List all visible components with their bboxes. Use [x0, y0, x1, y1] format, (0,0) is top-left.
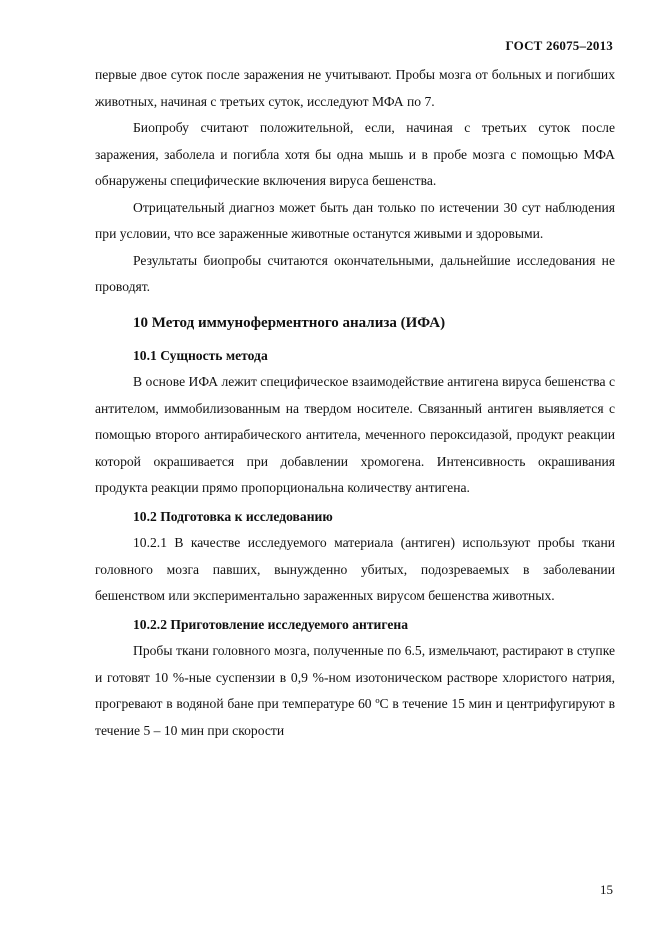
section-10-2-heading: 10.2 Подготовка к исследованию [133, 508, 333, 524]
document-body [95, 62, 615, 744]
section-10-1-text: В основе ИФА лежит специфическое взаимодействие антигена вируса бешенства с антителом, иммобилизованным на твердом носителе. Связанный антиген выявляется с помощью второго антирабического антитела, меченного пероксидазой, продукт реакции которой окрашивается при добавлении хромогена. Интенсивность окрашивания продукта реакции прямо пропорциональна количеству антигена. [95, 374, 615, 495]
section-10-1-heading: 10.1 Сущность метода [133, 347, 268, 363]
paragraph-negative-diagnosis: Отрицательный диагноз может быть дан только по истечении 30 сут наблюдения при условии, что все зараженные животные останутся живыми и здоровыми. [95, 199, 615, 241]
section-10-2-2-text: Пробы ткани головного мозга, полученные по 6.5, измельчают, растирают в ступке и готовят 10 %-ные суспензии в 0,9 %-ном изотоническом растворе хлористого натрия, прогревают в водяной бане при температуре 60 ºС в течение 15 мин и центрифугируют в течение 5 – 10 мин при скорости [95, 643, 615, 738]
paragraph-bioassay-positive: Биопробу считают положительной, если, начиная с третьих суток после заражения, заболела и погибла хотя бы одна мышь и в пробе мозга с помощью МФА обнаружены специфические включения вируса бешенства. [95, 120, 615, 188]
document-code-header: ГОСТ 26075–2013 [505, 38, 613, 53]
paragraph-carryover: первые двое суток после заражения не учитывают. Пробы мозга от больных и погибших животных, начиная с третьих суток, исследуют МФА по 7. [95, 67, 615, 109]
section-10-2-1-text: 10.2.1 В качестве исследуемого материала (антиген) используют пробы ткани головного мозга павших, вынужденно убитых, подозреваемых в заболевании бешенством или экспериментально зараженных вирусом бешенства животных. [95, 535, 615, 603]
section-10-heading: 10 Метод иммуноферментного анализа (ИФА) [133, 314, 446, 331]
paragraph-results-final: Результаты биопробы считаются окончательными, дальнейшие исследования не проводят. [95, 252, 615, 294]
page-number: 15 [600, 882, 613, 897]
section-10-2-2-heading: 10.2.2 Приготовление исследуемого антигена [133, 616, 409, 632]
